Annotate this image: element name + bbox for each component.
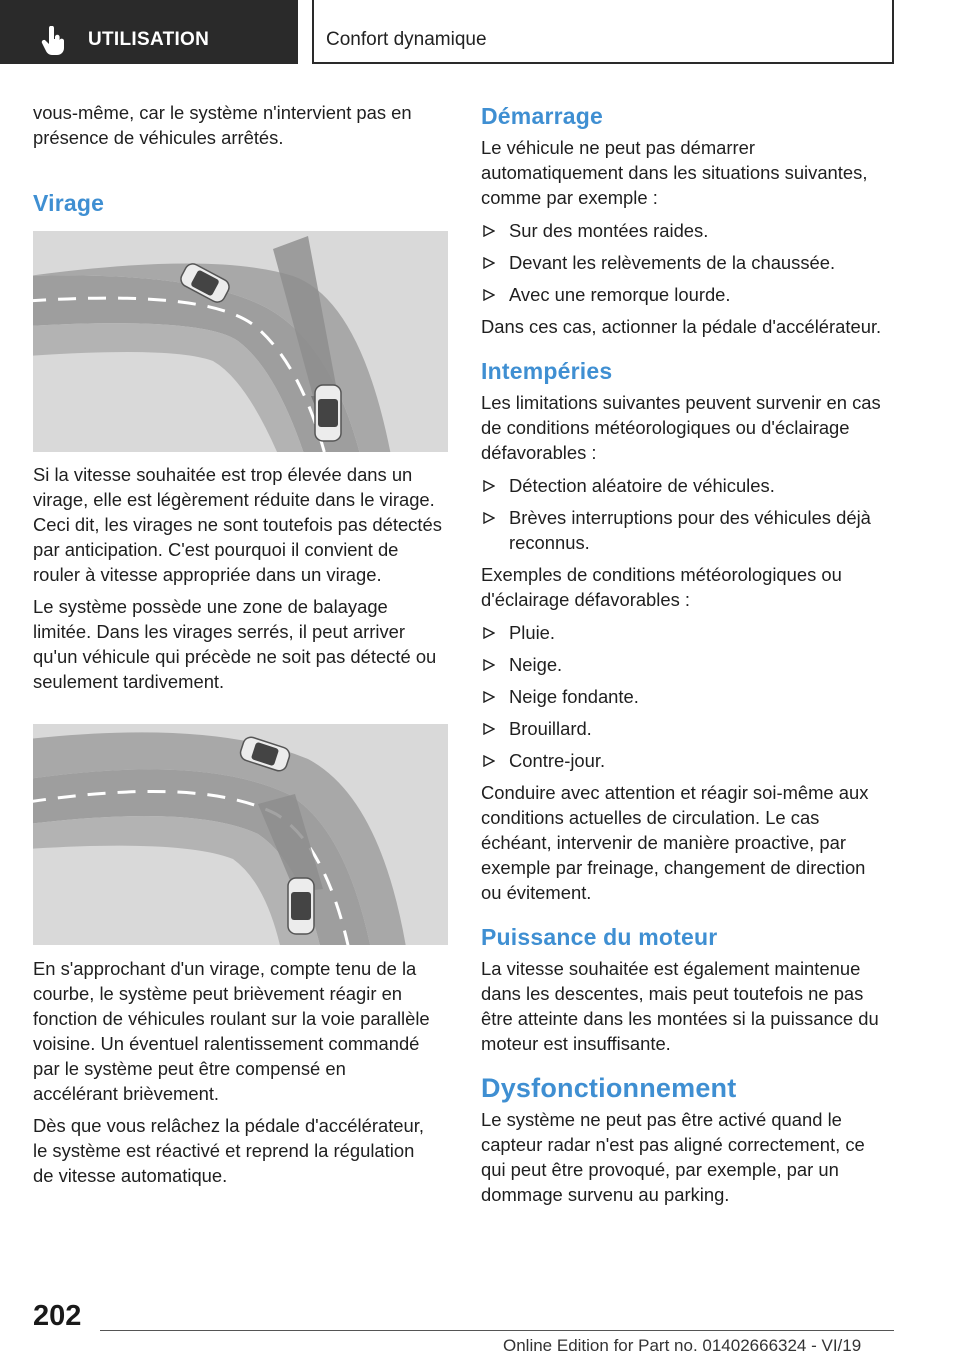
- page-number: 202: [33, 1300, 82, 1332]
- heading-dysfonctionnement: Dysfonctionnement: [481, 1073, 737, 1103]
- list-item: Devant les relèvements de la chaussée.: [481, 250, 896, 275]
- page-header: [0, 0, 960, 66]
- triangle-right-icon: [483, 627, 495, 639]
- list-item: Détection aléatoire de véhicules.: [481, 473, 896, 498]
- triangle-right-icon: [483, 659, 495, 671]
- paragraph-examples: Exemples de conditions météorologiques ou d'éclairage défavorables :: [481, 564, 842, 610]
- triangle-right-icon: [483, 225, 495, 237]
- list-item: Avec une remorque lourde.: [481, 282, 896, 307]
- heading-puissance: Puissance du moteur: [481, 924, 718, 950]
- list-item: Neige.: [481, 652, 896, 677]
- triangle-right-icon: [483, 289, 495, 301]
- triangle-right-icon: [483, 755, 495, 767]
- paragraph-dysfonctionnement: Le système ne peut pas être activé quand le capteur radar n'est pas aligné correctement, ce qui peut être provoqué, par exemple, par un dommage survenu au parking.: [481, 1109, 865, 1205]
- triangle-right-icon: [483, 691, 495, 703]
- footer-divider: [100, 1330, 894, 1331]
- list-item: Brèves interruptions pour des véhicules déjà reconnus.: [481, 505, 896, 555]
- triangle-right-icon: [483, 512, 495, 524]
- left-column: [33, 100, 448, 1188]
- paragraph-demarrage-after: Dans ces cas, actionner la pédale d'accélérateur.: [481, 316, 882, 337]
- heading-intemperies: Intempéries: [481, 358, 613, 384]
- chapter-title: Confort dynamique: [326, 29, 487, 50]
- triangle-right-icon: [483, 723, 495, 735]
- list-intemperies: [481, 473, 896, 555]
- chapter-tab: [312, 0, 894, 64]
- list-demarrage: [481, 218, 896, 307]
- section-tab: [0, 0, 298, 64]
- curve-illustration-2: [33, 724, 448, 945]
- paragraph-conduite: Conduire avec attention et réagir soi-même aux conditions actuelles de circulation. Le cas échéant, intervenir de manière proactive, par exemple par freinage, changement de direction ou évitement.: [481, 782, 869, 903]
- curve-illustration-1: [33, 231, 448, 452]
- right-column: [481, 100, 896, 1207]
- paragraph-intemperies: Les limitations suivantes peuvent survenir en cas de conditions météorologiques ou d'éclairage défavorables :: [481, 392, 881, 463]
- section-title: UTILISATION: [88, 29, 210, 50]
- intro-paragraph: vous-même, car le système n'intervient pas en présence de véhicules arrêtés.: [33, 102, 412, 148]
- heading-demarrage: Démarrage: [481, 103, 603, 129]
- paragraph-virage-2: Le système possède une zone de balayage limitée. Dans les virages serrés, il peut arriver qu'un véhicule qui précède ne soit pas détecté ou seulement tardivement.: [33, 596, 437, 692]
- list-item: Pluie.: [481, 620, 896, 645]
- paragraph-virage-4: Dès que vous relâchez la pédale d'accélérateur, le système est réactivé et reprend la régulation de vitesse automatique.: [33, 1115, 424, 1186]
- paragraph-demarrage: Le véhicule ne peut pas démarrer automatiquement dans les situations suivantes, comme par exemple :: [481, 137, 868, 208]
- list-item: Sur des montées raides.: [481, 218, 896, 243]
- triangle-right-icon: [483, 480, 495, 492]
- paragraph-puissance: La vitesse souhaitée est également maintenue dans les descentes, mais peut toutefois ne pas être atteinte dans les montées si la puissance du moteur est insuffisante.: [481, 958, 879, 1054]
- triangle-right-icon: [483, 257, 495, 269]
- figure-curve-2: [33, 724, 448, 945]
- list-examples: [481, 620, 896, 773]
- heading-virage: Virage: [33, 190, 105, 216]
- paragraph-virage-3: En s'approchant d'un virage, compte tenu de la courbe, le système peut brièvement réagir en fonction de véhicules roulant sur la voie parallèle voisine. Un éventuel ralentissement commandé par le système peut être compensé en accélérant brièvement.: [33, 958, 430, 1104]
- paragraph-virage-1: Si la vitesse souhaitée est trop élevée dans un virage, elle est légèrement réduite dans le virage. Ceci dit, les virages ne sont toutefois pas détectés par anticipation. C'est pourquoi il convient de rouler à vitesse appropriée dans un virage.: [33, 464, 442, 585]
- edition-note: Online Edition for Part no. 01402666324 - VI/19: [503, 1336, 862, 1355]
- list-item: Brouillard.: [481, 716, 896, 741]
- list-item: Neige fondante.: [481, 684, 896, 709]
- hand-pointer-icon: [40, 26, 66, 56]
- list-item: Contre-jour.: [481, 748, 896, 773]
- figure-curve-1: [33, 231, 448, 452]
